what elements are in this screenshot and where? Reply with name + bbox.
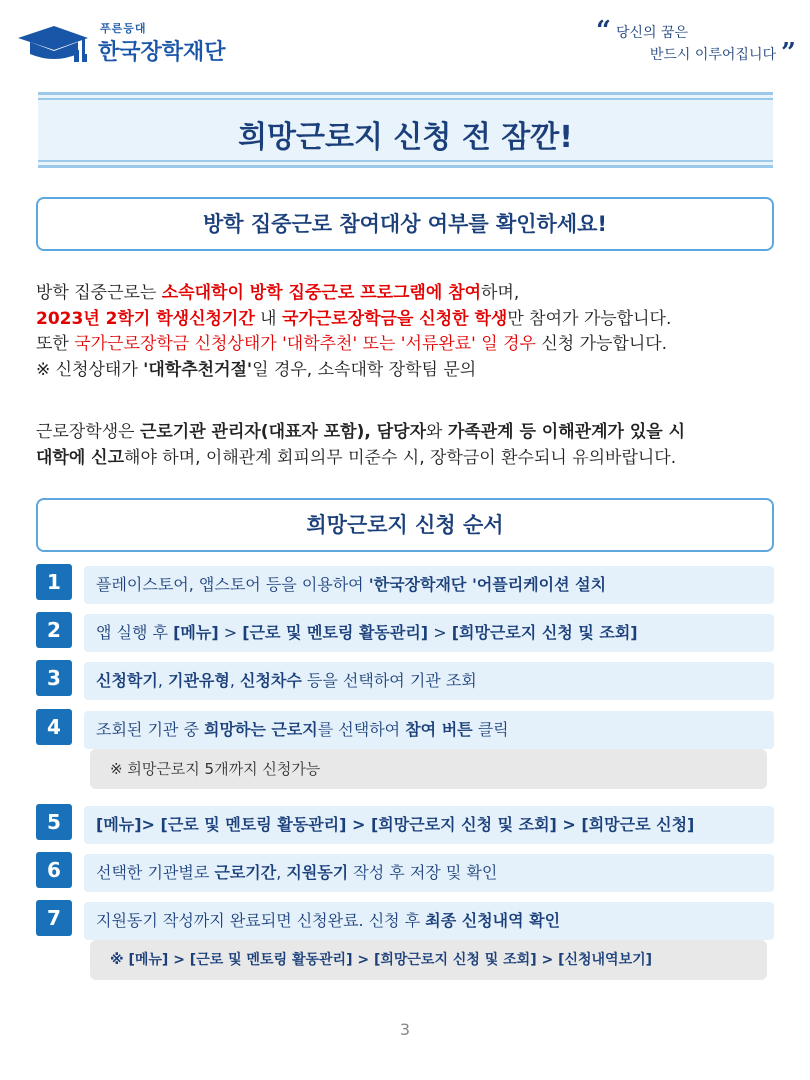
step-text: [84, 711, 774, 749]
divider: [38, 160, 773, 162]
text: 방학 집중근로는: [36, 283, 162, 303]
text: 클릭: [472, 720, 509, 739]
text: 일 경우, 소속대학 장학팀 문의: [252, 359, 477, 380]
bold-text: [메뉴]: [173, 623, 219, 642]
bold-text: 가족관계 등 이해관계가 있을 시: [447, 422, 686, 442]
step-number: 5: [36, 804, 72, 840]
bold-text: 희망하는 근로지: [204, 720, 318, 739]
text: >: [428, 623, 452, 642]
text: 근로장학생은: [36, 422, 140, 442]
page-title: 희망근로지 신청 전 잠깐!: [238, 120, 573, 155]
text: 해야 하며, 이해관계 회피의무 미준수 시, 장학금이 환수되니 유의바랍니다.: [124, 447, 677, 468]
text: 를 선택하여: [317, 720, 406, 739]
text: 하며,: [481, 283, 520, 303]
paragraph-line: [36, 332, 776, 358]
bold-text: 근로기간: [214, 863, 277, 882]
step-4: [36, 709, 774, 749]
text: 와: [426, 422, 448, 442]
bold-text: 근로기관 관리자(대표자 포함), 담당자: [139, 422, 427, 442]
step-6: [36, 852, 774, 892]
slogan: [596, 14, 796, 70]
text: 선택한 기관별로: [96, 863, 215, 882]
text: 또한: [36, 334, 75, 354]
application-steps-heading: 희망근로지 신청 순서: [36, 498, 774, 552]
highlight-text: 2023년 2학기 학생신청기간: [36, 308, 255, 329]
text: 신청 가능합니다.: [535, 334, 668, 354]
paragraph-line: [36, 358, 776, 384]
text: 만 참여가 가능합니다.: [507, 308, 672, 329]
paragraph-line: [36, 420, 776, 446]
step-number: 1: [36, 564, 72, 600]
eligibility-heading: 방학 집중근로 참여대상 여부를 확인하세요!: [36, 197, 774, 251]
step-text: [84, 614, 774, 652]
step-2: [36, 612, 774, 652]
step-number: 6: [36, 852, 72, 888]
step-number: 7: [36, 900, 72, 936]
step-5: [36, 804, 774, 844]
text: >: [218, 623, 243, 642]
divider: [38, 98, 773, 100]
text: ,: [276, 863, 287, 882]
text: 등을 선택하여 기관 조회: [301, 671, 477, 690]
step-text: [84, 662, 774, 700]
step-number: 4: [36, 709, 72, 745]
step-number: 3: [36, 660, 72, 696]
logo-tagline: 푸른등대: [100, 22, 147, 35]
highlight-text: 국가근로장학금 신청상태가 '대학추천' 또는 '서류완료' 일 경우: [74, 334, 536, 354]
step-text: [84, 854, 774, 892]
bold-text: 신청학기: [96, 671, 158, 690]
bold-text: [근로 및 멘토링 활동관리]: [242, 623, 429, 642]
bold-text: 대학에 신고: [36, 447, 125, 468]
bold-text: '대학추천거절': [143, 359, 253, 380]
bold-text: 신청차수: [240, 671, 302, 690]
bold-text: 참여 버튼: [405, 720, 473, 739]
text: 조회된 기관 중: [96, 720, 204, 739]
bold-text: 지원동기: [286, 863, 349, 882]
bold-text: '한국장학재단 '어플리케이션 설치: [368, 575, 607, 594]
close-quote-icon: ”: [781, 38, 796, 68]
step-7-note: ※ [메뉴] > [근로 및 멘토링 활동관리] > [희망근로지 신청 및 조회] > [신청내역보기]: [90, 940, 767, 980]
step-3: [36, 660, 774, 700]
step-1: [36, 564, 774, 604]
paragraph-line: [36, 307, 776, 333]
step-text: [84, 902, 774, 940]
slogan-line-1: 당신의 꿈은: [616, 25, 689, 41]
text: 내: [254, 308, 283, 329]
highlight-text: 국가근로장학금을 신청한 학생: [282, 308, 508, 329]
conflict-of-interest-paragraph: [36, 420, 776, 471]
text: ,: [157, 671, 168, 690]
step-text: [84, 566, 774, 604]
step-number: 2: [36, 612, 72, 648]
text: 작성 후 저장 및 확인: [348, 863, 498, 882]
open-quote-icon: “: [596, 16, 611, 46]
paragraph-line: [36, 281, 776, 307]
page-number: 3: [399, 1020, 411, 1039]
bold-text: 기관유형: [168, 671, 230, 690]
text: 플레이스토어, 앱스토어 등을 이용하여: [96, 575, 369, 594]
highlight-text: 소속대학이 방학 집중근로 프로그램에 참여: [161, 283, 482, 303]
kosaf-logo: [16, 18, 236, 66]
text: ,: [229, 671, 240, 690]
text: 지원동기 작성까지 완료되면 신청완료. 신청 후: [96, 911, 426, 930]
step-text: [메뉴]> [근로 및 멘토링 활동관리] > [희망근로지 신청 및 조회] > [희망근로 신청]: [84, 806, 774, 844]
divider: [38, 165, 773, 168]
text: 앱 실행 후: [96, 623, 174, 642]
slogan-line-2: 반드시 이루어집니다: [649, 47, 776, 63]
bold-text: [희망근로지 신청 및 조회]: [451, 623, 638, 642]
step-7: [36, 900, 774, 940]
title-band: [38, 92, 773, 168]
step-4-note: ※ 희망근로지 5개까지 신청가능: [90, 749, 767, 789]
graduation-cap-icon: [16, 24, 90, 64]
paragraph-line: [36, 446, 776, 472]
eligibility-paragraph: [36, 281, 776, 383]
divider: [38, 92, 773, 95]
text: ※ 신청상태가: [36, 359, 144, 380]
logo-name: 한국장학재단: [98, 40, 226, 65]
bold-text: 최종 신청내역 확인: [425, 911, 561, 930]
